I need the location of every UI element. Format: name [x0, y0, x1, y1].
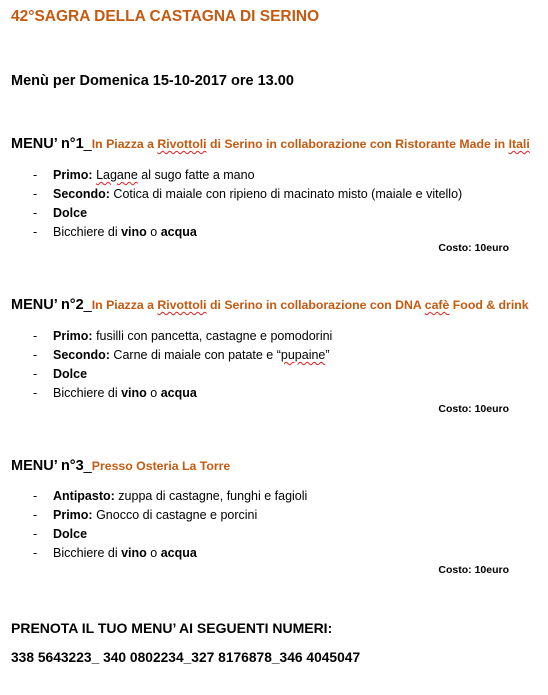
list-item: - Secondo: Carne di maiale con patate e “pupaine” [33, 348, 330, 362]
menu-1-cost: Costo: 10euro [438, 242, 509, 254]
menu-3-heading [11, 458, 230, 474]
menu-3-label: MENU’ n°3 [11, 458, 84, 474]
event-date: Menù per Domenica 15-10-2017 ore 13.00 [11, 73, 294, 89]
spellcheck-word: Rivottoli [157, 298, 207, 312]
list-item: - Dolce [33, 367, 88, 381]
list-item: - Primo: fusilli con pancetta, castagne e pomodorini [33, 329, 333, 343]
menu-2-cost: Costo: 10euro [438, 403, 509, 415]
menu-2-items [0, 327, 332, 403]
menu-2-heading [11, 297, 529, 313]
menu-2-underscore: _ [83, 297, 92, 313]
list-item: - Dolce [33, 206, 88, 220]
menu-3-items [0, 487, 307, 563]
menu-1-label: MENU’ n°1 [11, 136, 84, 152]
menu-1-heading [11, 136, 530, 152]
spellcheck-word: Itali [508, 137, 530, 151]
spellcheck-word: Rivottoli [157, 137, 207, 151]
menu-3-cost: Costo: 10euro [438, 564, 509, 576]
spellcheck-word: pupaine [280, 348, 326, 362]
menu-3-place: Presso Osteria La Torre [91, 459, 231, 473]
menu-1-items [0, 166, 462, 242]
menu-2-label: MENU’ n°2 [11, 297, 84, 313]
page-title: 42°SAGRA DELLA CASTAGNA DI SERINO [11, 8, 320, 25]
list-item: - Primo: Gnocco di castagne e porcini [33, 508, 258, 522]
booking-heading: PRENOTA IL TUO MENU’ AI SEGUENTI NUMERI: [11, 620, 333, 636]
list-item: - Primo: Lagane al sugo fatte a mano [33, 168, 255, 182]
menu-2-place: In Piazza a Rivottoli di Serino in collaborazione con DNA cafè Food & drink [91, 298, 529, 312]
list-item: - Bicchiere di vino o acqua [33, 386, 197, 400]
menu-1-place: In Piazza a Rivottoli di Serino in collaborazione con Ristorante Made in Itali [91, 137, 530, 151]
phone-numbers: 338 5643223_ 340 0802234_327 8176878_346 4045047 [11, 650, 361, 665]
spellcheck-word: cafè [424, 298, 450, 312]
list-item: - Dolce [33, 527, 88, 541]
list-item: - Bicchiere di vino o acqua [33, 225, 197, 239]
list-item: - Bicchiere di vino o acqua [33, 546, 197, 560]
menu-3-underscore: _ [83, 458, 92, 474]
list-item: - Antipasto: zuppa di castagne, funghi e fagioli [33, 489, 308, 503]
menu-1-underscore: _ [83, 136, 92, 152]
list-item: - Secondo: Cotica di maiale con ripieno di macinato misto (maiale e vitello) [33, 187, 463, 201]
spellcheck-word: Lagane [96, 168, 138, 182]
